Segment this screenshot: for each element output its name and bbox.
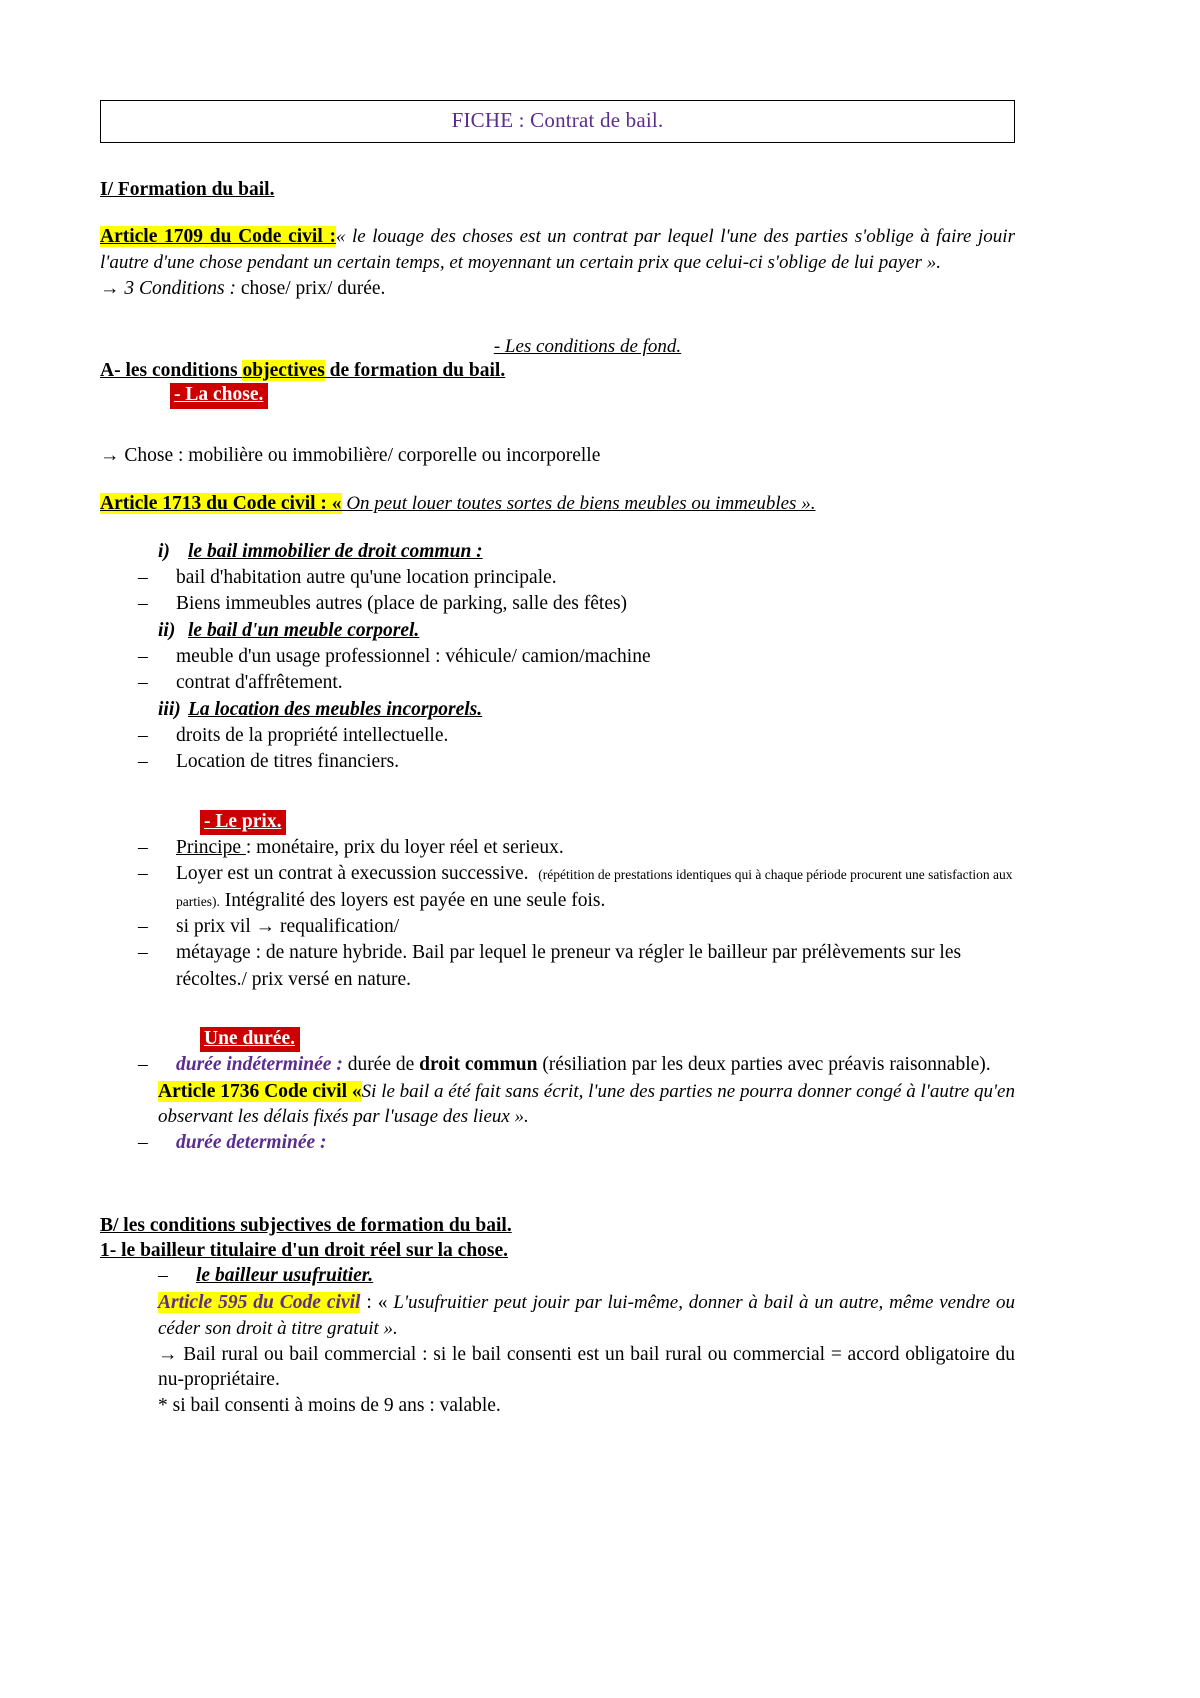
article-595-quote: L'usufruitier peut jouir par lui-même, donner à bail à un autre, même vendre ou céder son droit à titre gratuit ». xyxy=(158,1291,1015,1339)
dash-marker-icon: – xyxy=(158,1265,168,1287)
list-item-text: si prix vil → requalification/ xyxy=(176,915,400,937)
dash-marker-icon: – xyxy=(138,724,148,746)
article-1736-label: Article 1736 Code civil « xyxy=(158,1080,362,1102)
list-heading-ii-text: le bail d'un meuble corporel. xyxy=(188,619,420,641)
list-item-text: bail d'habitation autre qu'une location principale. xyxy=(176,567,557,589)
spacer xyxy=(100,993,1015,1027)
conditions-list: chose/ prix/ durée. xyxy=(235,278,386,300)
badge-une-duree: Une durée. xyxy=(200,1027,300,1052)
bail-consenti-line: * si bail consenti à moins de 9 ans : valable. xyxy=(158,1395,501,1417)
spacer xyxy=(100,302,1015,336)
principe-label: Principe xyxy=(176,836,246,858)
heading-A-part1: A- les conditions xyxy=(100,360,243,382)
article-1713-paragraph xyxy=(100,491,1015,517)
list-item xyxy=(158,1263,1015,1289)
list-heading-ii xyxy=(158,618,1015,644)
article-1736-paragraph xyxy=(158,1079,1015,1131)
droit-commun-bold: droit commun xyxy=(419,1054,538,1076)
loyer-parenthetical: (répétition de prestations identiques qui à chaque période procurent une satisfaction aux parties). xyxy=(176,867,1013,909)
list-item-text: meuble d'un usage professionnel : véhicule/ camion/machine xyxy=(176,645,651,667)
list-item-text xyxy=(176,1052,1015,1078)
dash-marker-icon: – xyxy=(138,915,148,937)
principe-rest: : monétaire, prix du loyer réel et serieux. xyxy=(245,836,564,858)
list-item-text: Location de titres financiers. xyxy=(176,751,400,773)
heading-A-part2: de formation du bail. xyxy=(324,360,506,382)
loyer-tail-text: Intégralité des loyers est payée en une seule fois. xyxy=(219,889,606,911)
section-heading-I: I/ Formation du bail. xyxy=(100,179,275,200)
list-heading-i xyxy=(158,539,1015,565)
list-item-text xyxy=(176,835,1015,861)
list-item xyxy=(138,565,1015,591)
list-item xyxy=(138,670,1015,696)
spacer xyxy=(100,202,1015,224)
list-item-text: contrat d'affrêtement. xyxy=(176,672,343,694)
dash-marker-icon: – xyxy=(138,1132,148,1154)
dash-marker-icon: – xyxy=(138,645,148,667)
badge-la-chose: - La chose. xyxy=(170,383,268,408)
list-heading-i-text: le bail immobilier de droit commun : xyxy=(188,540,483,562)
list-item xyxy=(138,914,1015,940)
list-item xyxy=(138,749,1015,775)
dash-marker-icon: – xyxy=(138,593,148,615)
article-1709-paragraph xyxy=(100,224,1015,276)
duree-indeterminee-label: durée indéterminée : xyxy=(176,1054,343,1076)
article-1736-quote: Si le bail a été fait sans écrit, l'une des parties ne pourra donner congé à l'autre qu'en observant les délais fixés par l'usage des lieux ». xyxy=(158,1080,1015,1128)
dash-marker-icon: – xyxy=(138,567,148,589)
list-heading-iii xyxy=(158,697,1015,723)
duree-determinee-label: durée determinée : xyxy=(176,1132,327,1154)
list-item-text: métayage : de nature hybride. Bail par lequel le preneur va régler le bailleur par prélèvements sur les récoltes./ prix versé en nature. xyxy=(176,942,962,990)
badge-le-prix: - Le prix. xyxy=(200,810,286,835)
list-item-text: droits de la propriété intellectuelle. xyxy=(176,724,449,746)
article-1713-quote: On peut louer toutes sortes de biens meubles ou immeubles ». xyxy=(341,492,816,514)
dash-marker-icon: – xyxy=(138,1054,148,1076)
dash-marker-icon: – xyxy=(138,942,148,964)
heading-A-highlight: objectives xyxy=(242,360,325,382)
bail-rural-paragraph: → Bail rural ou bail commercial : si le bail consenti est un bail rural ou commercial = accord obligatoire du nu-propriétaire. xyxy=(158,1343,1015,1391)
list-heading-iii-num: iii) xyxy=(158,698,181,720)
duree-indeterminee-rest-1: durée de xyxy=(342,1054,420,1076)
list-item xyxy=(138,644,1015,670)
article-595-label: Article 595 du Code civil xyxy=(158,1291,361,1313)
dash-marker-icon: – xyxy=(138,751,148,773)
chose-definition-line: → Chose : mobilière ou immobilière/ corporelle ou incorporelle xyxy=(100,444,601,466)
list-item xyxy=(138,940,1015,993)
section-heading-B: B/ les conditions subjectives de formation du bail. xyxy=(100,1214,512,1236)
article-1709-quote: « le louage des choses est un contrat par lequel l'une des parties s'oblige à faire jouir l'autre d'une chose pendant un certain temps, et moyennant un certain prix que celui-ci s'oblige de lui payer ». xyxy=(100,226,1015,274)
list-item xyxy=(138,1130,1015,1156)
conditions-line xyxy=(100,276,1015,302)
badge-le-prix-wrap xyxy=(200,810,1015,835)
list-item-text: Biens immeubles autres (place de parking, salle des fêtes) xyxy=(176,593,628,615)
page-title: FICHE : Contrat de bail. xyxy=(451,108,664,132)
section-heading-B-1: 1- le bailleur titulaire d'un droit réel sur la chose. xyxy=(100,1240,509,1262)
list-item-text: le bailleur usufruitier. xyxy=(196,1265,374,1287)
list-item xyxy=(138,1052,1015,1078)
list-heading-iii-text: La location des meubles incorporels. xyxy=(188,698,483,720)
dash-marker-icon: – xyxy=(138,863,148,885)
document-title-box xyxy=(100,100,1015,143)
list-item xyxy=(138,861,1015,914)
spacer xyxy=(100,517,1015,539)
dash-marker-icon: – xyxy=(138,836,148,858)
list-item-text xyxy=(176,861,1015,914)
article-595-separator: : « xyxy=(360,1291,394,1313)
article-1709-label: Article 1709 du Code civil : xyxy=(100,226,336,248)
badge-la-chose-wrap xyxy=(170,383,1015,408)
article-595-paragraph xyxy=(158,1290,1015,1342)
heading-A xyxy=(100,358,1015,383)
spacer xyxy=(100,1157,1015,1213)
subheading-conditions-de-fond: - Les conditions de fond. xyxy=(493,336,682,358)
list-item xyxy=(138,723,1015,749)
spacer xyxy=(100,409,1015,443)
loyer-main-text: Loyer est un contrat à execussion successive. xyxy=(176,863,529,885)
spacer xyxy=(100,469,1015,491)
list-heading-i-num: i) xyxy=(158,540,170,562)
list-item xyxy=(138,835,1015,861)
badge-une-duree-wrap xyxy=(200,1027,1015,1052)
document-body xyxy=(100,100,1015,1419)
list-heading-ii-num: ii) xyxy=(158,619,176,641)
list-item xyxy=(138,591,1015,617)
spacer xyxy=(100,776,1015,810)
conditions-arrow-label: → 3 Conditions : xyxy=(100,278,236,300)
dash-marker-icon: – xyxy=(138,672,148,694)
article-1713-label: Article 1713 du Code civil : « xyxy=(100,492,342,514)
duree-indeterminee-rest-2: (résiliation par les deux parties avec préavis raisonnable). xyxy=(537,1054,991,1076)
